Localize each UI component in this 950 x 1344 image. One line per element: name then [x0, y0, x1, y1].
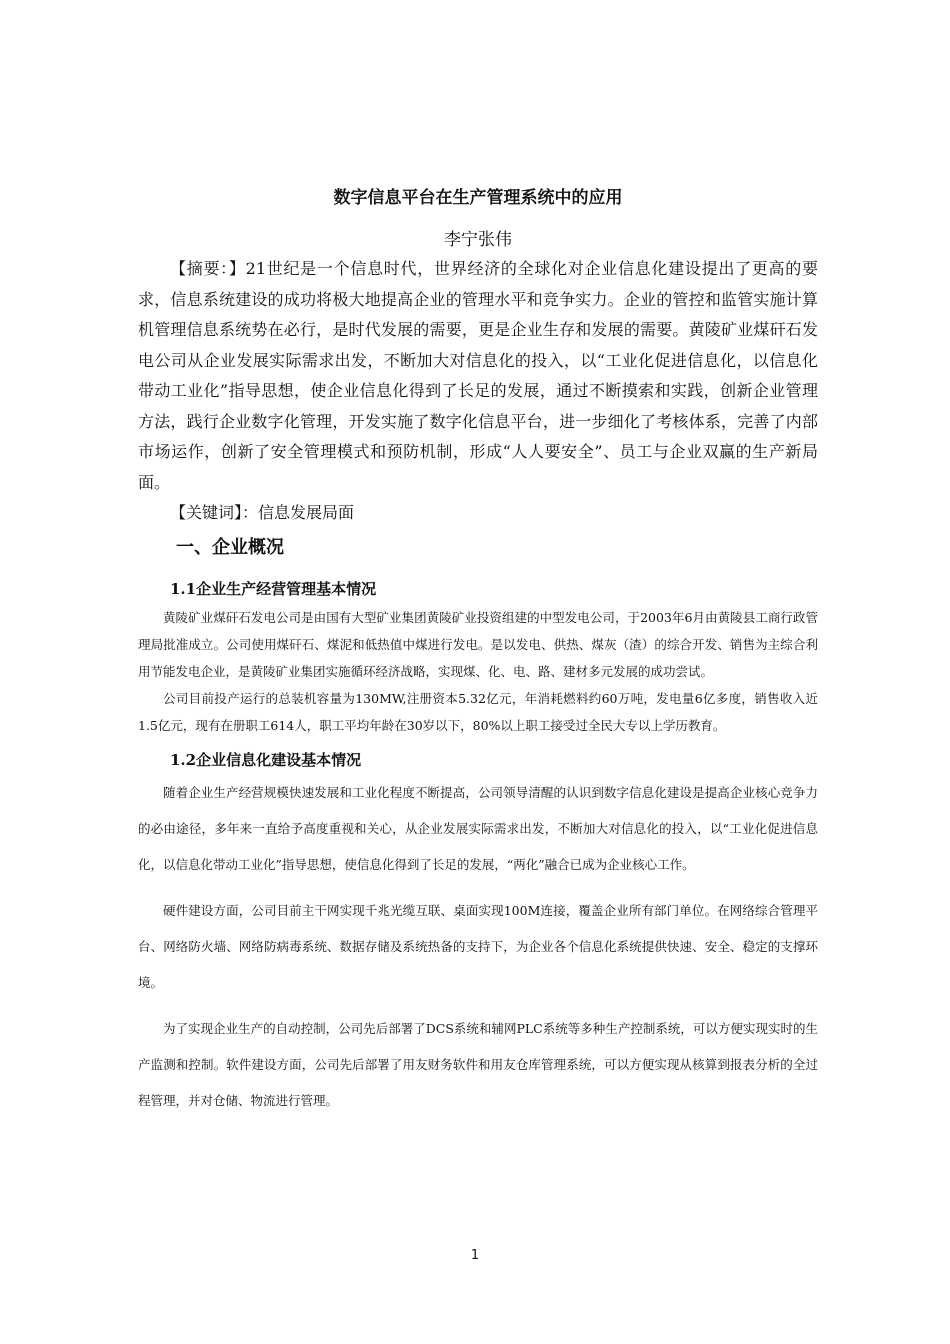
- subsection-heading-1-2: 1.2企业信息化建设基本情况: [170, 751, 362, 769]
- body-paragraph: 为了实现企业生产的自动控制，公司先后部署了DCS系统和辅网PLC系统等多种生产控制系统，可以方便实现实时的生产监测和控制。软件建设方面，公司先后部署了用友财务软件和用友仓库管理系统，可以方便实现从核算到报表分析的全过程管理，并对仓储、物流进行管理。: [138, 1021, 818, 1108]
- page-number: 1: [470, 1248, 480, 1263]
- paragraph-spacer: [138, 1001, 818, 1011]
- abstract-paragraph: 【摘要：】21世纪是一个信息时代，世界经济的全球化对企业信息化建设提出了更高的要求，信息系统建设的成功将极大地提高企业的管理水平和竞争实力。企业的管控和监管实施计算机管理信息系统势在必行，是时代发展的需要，更是企业生存和发展的需要。黄陵矿业煤矸石发电公司从企业发展实际需求出发，不断加大对信息化的投入，以“工业化促进信息化，以信息化带动工业化”指导思想，使企业信息化得到了长足的发展，通过不断摸索和实践，创新企业管理方法，践行企业数字化管理，开发实施了数字化信息平台，进一步细化了考核体系，完善了内部市场运作，创新了安全管理模式和预防机制，形成“人人要安全”、员工与企业双赢的生产新局面。: [138, 259, 818, 492]
- document-body: [138, 180, 818, 1119]
- paragraph-spacer: [138, 883, 818, 893]
- body-paragraph: 黄陵矿业煤矸石发电公司是由国有大型矿业集团黄陵矿业投资组建的中型发电公司，于2003年6月由黄陵县工商行政管理局批准成立。公司使用煤矸石、煤泥和低热值中煤进行发电。是以发电、供热、煤灰（渣）的综合开发、销售为主综合利用节能发电企业，是黄陵矿业集团实施循环经济战略，实现煤、化、电、路、建材多元发展的成功尝试。: [138, 610, 818, 679]
- section-heading-overview: 一、企业概况: [176, 537, 284, 558]
- keywords-line: 【关键词】：信息发展局面: [170, 503, 355, 522]
- document-authors: 李宁张伟: [444, 230, 512, 250]
- body-paragraph: 硬件建设方面，公司目前主干网实现千兆光缆互联、桌面实现100M连接，覆盖企业所有部门单位。在网络综合管理平台、网络防火墙、网络防病毒系统、数据存储及系统热备的支持下，为企业各个信息化系统提供快速、安全、稳定的支撑环境。: [138, 903, 818, 990]
- document-title: 数字信息平台在生产管理系统中的应用: [333, 188, 623, 208]
- subsection-heading-1-1: 1.1企业生产经营管理基本情况: [170, 580, 377, 598]
- body-paragraph: 公司目前投产运行的总装机容量为130MW,注册资本5.32亿元，年消耗燃料约60万吨，发电量6亿多度，销售收入近1.5亿元，现有在册职工614人，职工平均年龄在30岁以下，80%以上职工接受过全民大专以上学历教育。: [138, 691, 818, 733]
- body-paragraph: 随着企业生产经营规模快速发展和工业化程度不断提高，公司领导清醒的认识到数字信息化建设是提高企业核心竞争力的必由途径，多年来一直给予高度重视和关心，从企业发展实际需求出发，不断加大对信息化的投入，以“工业化促进信息化，以信息化带动工业化”指导思想，使信息化得到了长足的发展，“两化”融合已成为企业核心工作。: [138, 785, 818, 872]
